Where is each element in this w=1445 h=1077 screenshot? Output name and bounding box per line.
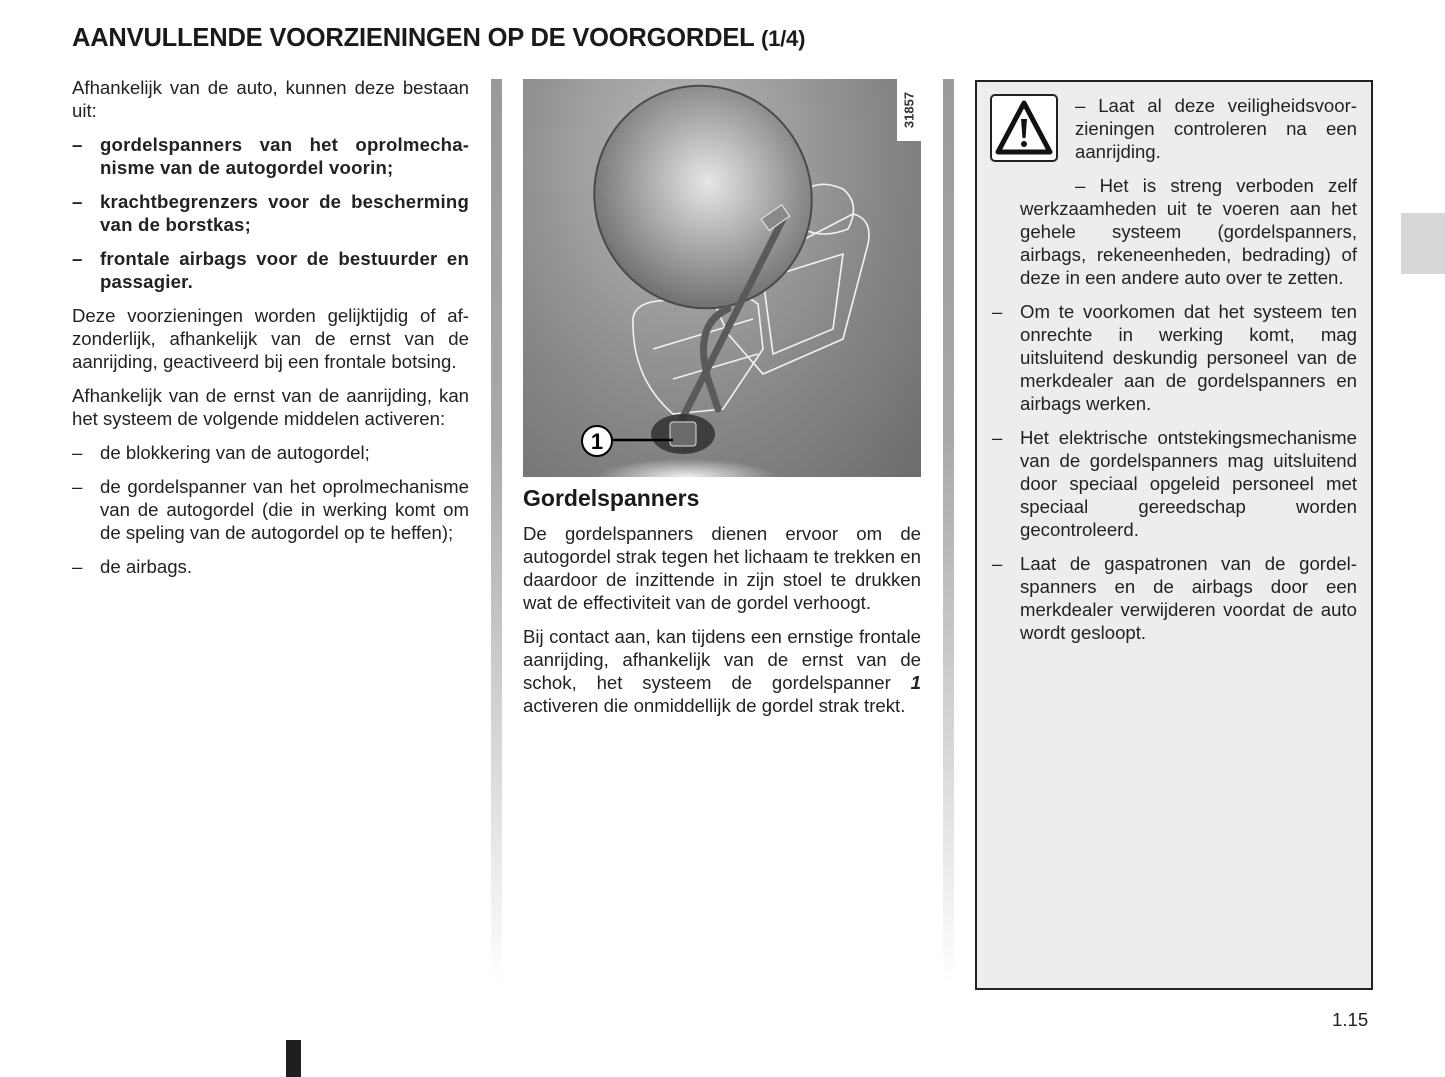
page-title-text: AANVULLENDE VOORZIENINGEN OP DE VOORGORDEL xyxy=(72,24,755,52)
warning-item: – Laat al deze veiligheidsvoorzieningen controleren na een aanrijding. xyxy=(1075,95,1357,162)
warning-item-text: Laat de gaspatronen van de gordelspanners en de airbags door een merkdealer verwijderen voordat de auto wordt gesloopt. xyxy=(1020,553,1357,643)
dash-bullet: – xyxy=(72,191,83,212)
warning-item xyxy=(992,552,1357,644)
intro-paragraph: Afhankelijk van de auto, kunnen deze bestaan uit: xyxy=(72,77,469,121)
seat-airbag-drawing xyxy=(523,79,921,477)
activation-text-end: activeren die onmiddellijk de gordel strak trekt. xyxy=(523,695,906,716)
page-title-part: (1/4) xyxy=(760,26,806,51)
figure-reference-number: 31857 xyxy=(901,91,917,129)
chapter-tab-marker xyxy=(1401,213,1445,274)
dash-bullet: – xyxy=(72,442,83,463)
dash-bullet: – xyxy=(72,248,83,269)
section-heading: Gordelspanners xyxy=(523,485,700,511)
warning-box xyxy=(975,80,1373,990)
feature-item xyxy=(72,247,469,293)
feature-text: gordelspanners van het oprolmechanisme van de autogordel voorin; xyxy=(100,134,469,178)
airbag-shape xyxy=(558,79,848,344)
means-text: de airbags. xyxy=(100,556,192,577)
pretensioner-description: De gordelspanners dienen ervoor om de autogordel strak tegen het lichaam te trekken en daardoor de inzittende in zijn stoel te drukken wat de effectiviteit van de gordel verhoogt. xyxy=(523,523,921,613)
means-item xyxy=(72,475,469,544)
dash-bullet: – xyxy=(992,301,1003,322)
pretensioner-illustration xyxy=(523,79,921,477)
warning-item xyxy=(992,300,1357,415)
pretensioner-unit xyxy=(670,422,696,446)
figure-reference-tag xyxy=(897,79,921,141)
warning-item: – Het is streng verboden zelf werkzaamheden uit te voeren aan het gehele systeem (gordelspanners, airbags, rekeneenheden, bedrading) of deze in een andere auto over te zetten. xyxy=(1020,175,1357,288)
feature-list xyxy=(72,133,469,293)
feature-text: krachtbegrenzers voor de bescherming van de borstkas; xyxy=(100,191,469,235)
means-intro-paragraph: Afhankelijk van de ernst van de aanrijding, kan het systeem de volgende middelen activeren: xyxy=(72,385,469,429)
means-text: de blokkering van de autogordel; xyxy=(100,442,370,463)
activation-text-start: Bij contact aan, kan tijdens een ernstige frontale aanrijding, afhankelijk van de ernst van de schok, het systeem de gordelspanner xyxy=(523,626,921,693)
warning-text xyxy=(992,94,1357,655)
dash-bullet: – xyxy=(992,553,1003,574)
callout-label: 1 xyxy=(590,429,604,454)
page-number: 1.15 xyxy=(1332,1009,1369,1030)
pretensioner-activation xyxy=(523,625,921,717)
dash-bullet: – xyxy=(72,134,83,155)
warning-list xyxy=(992,300,1357,644)
floor-highlight xyxy=(596,459,776,477)
activation-paragraph: Deze voorzieningen worden gelijktijdig of afzonderlijk, afhankelijk van de ernst van de aanrijding, geactiveerd bij een frontale botsing. xyxy=(72,305,469,372)
warning-item xyxy=(992,426,1357,541)
dash-bullet: – xyxy=(72,556,83,577)
means-item xyxy=(72,555,469,578)
pretensioner-reference: 1 xyxy=(910,672,921,693)
column-divider xyxy=(943,79,954,984)
feature-text: frontale airbags voor de bestuurder en passagier. xyxy=(100,248,469,292)
warning-item-text: Het elektrische ontstekingsmechanisme van de gordelspanners mag uitsluitend door speciaal opgeleid personeel met speciaal gereedschap worden gecontroleerd. xyxy=(1020,427,1357,540)
dash-bullet: – xyxy=(992,427,1003,448)
means-list xyxy=(72,441,469,578)
means-item xyxy=(72,441,469,464)
column-divider xyxy=(491,79,502,984)
means-text: de gordelspanner van het oprolmechanisme van de autogordel (die in werking komt om de speling van de autogordel op te heffen); xyxy=(100,476,469,543)
left-column xyxy=(72,76,469,589)
warning-item-text: Om te voorkomen dat het systeem ten onrechte in werking komt, mag uitsluitend deskundig personeel van de merkdealer aan de gordelspanners en airbags werken. xyxy=(1020,301,1357,414)
dash-bullet: – xyxy=(72,476,83,497)
page-title xyxy=(72,24,805,53)
print-marker xyxy=(286,1040,301,1077)
middle-column xyxy=(523,484,921,728)
feature-item xyxy=(72,190,469,236)
feature-item xyxy=(72,133,469,179)
